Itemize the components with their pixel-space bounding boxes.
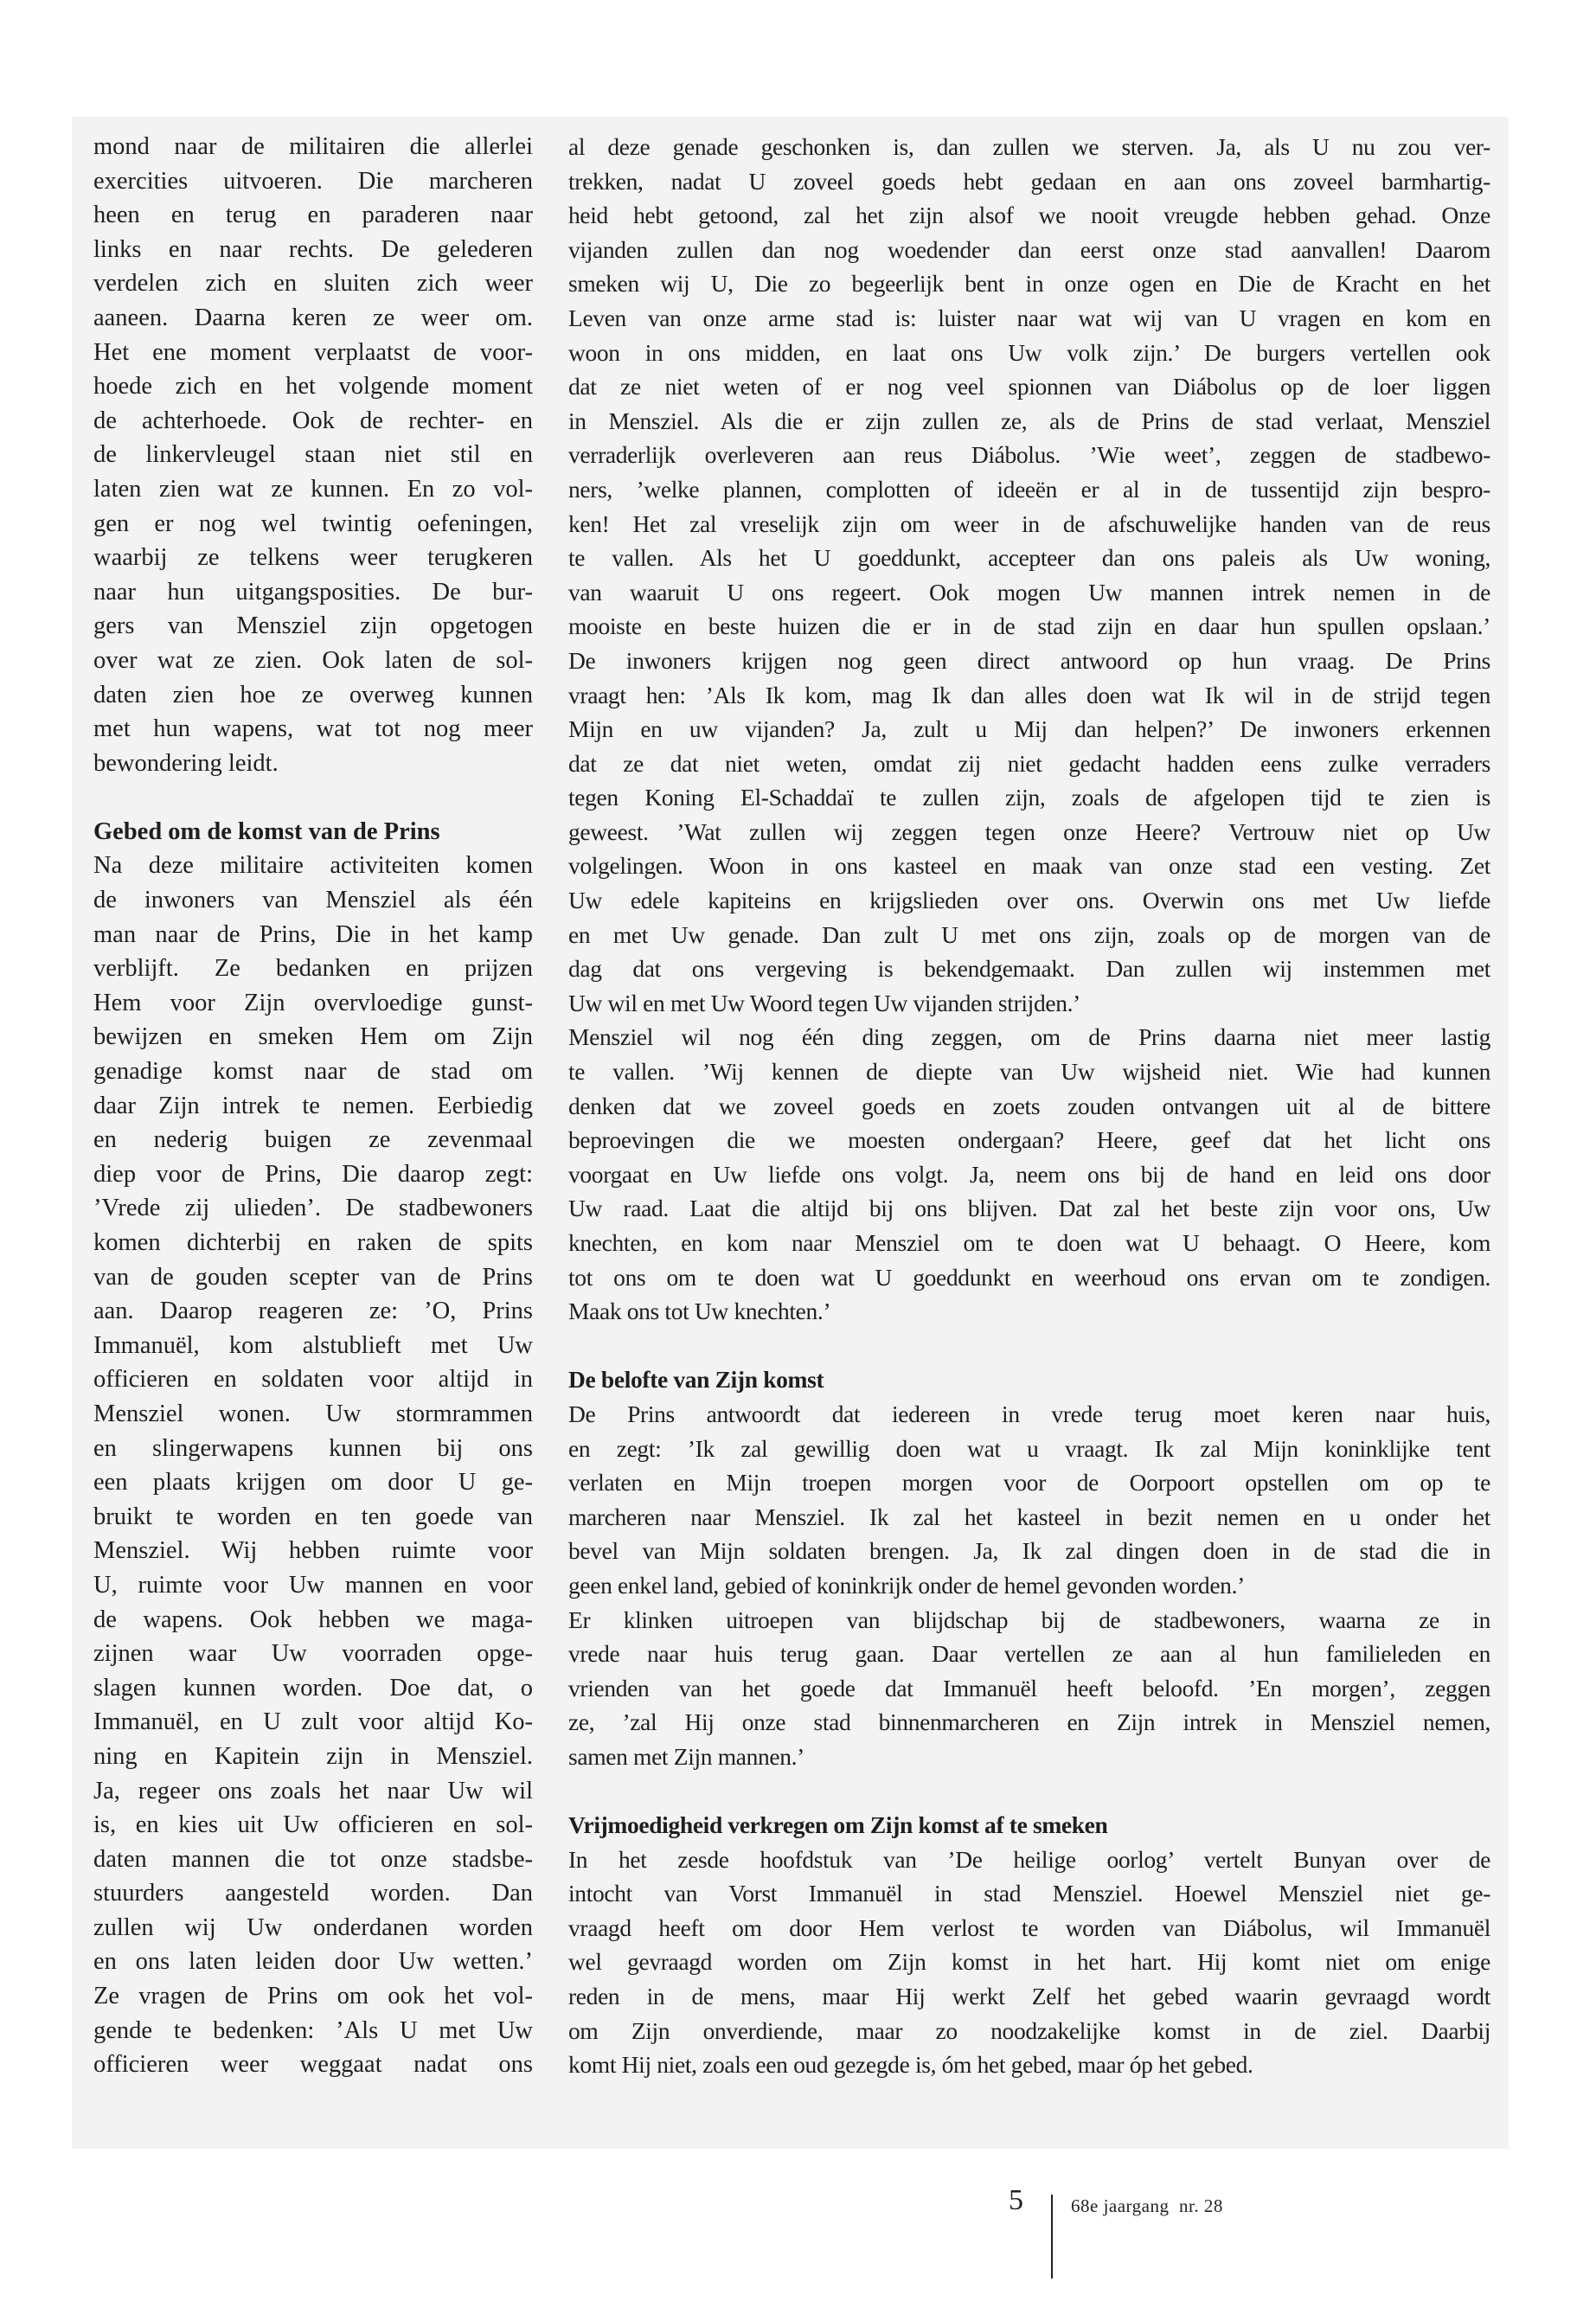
text-line: vraagd heeft om door Hem verlost te worden van Diábolus, wil Immanuël [568,1913,1490,1941]
text-line: geen enkel land, gebied of koninkrijk onder de hemel gevonden worden.’ [568,1571,1245,1599]
text-line: links en naar rechts. De gelederen [93,235,533,263]
text-line: gende te bedenken: ’Als U met Uw [93,2016,533,2044]
text-line: komt Hij niet, zoals een oud gezegde is, óm het gebed, maar óp het gebed. [568,2051,1253,2079]
page-number: 5 [1009,2184,1023,2216]
section-heading: Gebed om de komst van de Prins [93,817,440,845]
paragraph [93,849,533,2081]
text-line: voorgaat en Uw liefde ons volgt. Ja, neem ons bij de hand en leid ons door [568,1160,1490,1188]
text-line: smeken wij U, Die zo begeerlijk bent in onze ogen en Die de Kracht en het [568,270,1490,298]
text-line: bevel van Mijn soldaten brengen. Ja, Ik zal dingen doen in de stad die in [568,1537,1490,1565]
paragraph [568,1843,1490,2082]
text-line: om Zijn onverdiende, maar zo noodzakelijke komst in de ziel. Daarbij [568,2016,1490,2044]
text-line: en ons laten leiden door Uw wetten.’ [93,1948,533,1976]
issue-label: 68e jaargang nr. 28 [1071,2195,1223,2216]
text-line: trekken, nadat U zoveel goeds hebt gedaan en aan ons zoveel barmhartig- [568,167,1490,195]
text-line: Mijn en uw vijanden? Ja, zult u Mij dan helpen?’ De inwoners erkennen [568,715,1490,743]
text-line: dat ze niet weten of er nog veel spionnen van Diábolus op de loer liggen [568,373,1490,401]
text-line: tegen Koning El-Schaddaï te zullen zijn, zoals de afgelopen tijd te zien is [568,784,1490,811]
section-heading: Vrijmoedigheid verkregen om Zijn komst af te smeken [568,1811,1108,1839]
text-line: met hun wapens, wat tot nog meer [93,715,533,743]
text-line: ze, ’zal Hij onze stad binnenmarcheren en Zijn intrek in Mensziel nemen, [568,1708,1490,1736]
text-line: bewijzen en smeken Hem om Zijn [93,1023,533,1051]
text-line: daten mannen die tot onze stadsbe- [93,1845,533,1873]
text-line: intocht van Vorst Immanuël in stad Mensziel. Hoewel Mensziel niet ge- [568,1880,1490,1907]
text-line: aan. Daarop reageren ze: ’O, Prins [93,1298,533,1325]
text-line: exercities uitvoeren. Die marcheren [93,167,533,195]
text-line: verdelen zich en sluiten zich weer [93,270,533,298]
text-line: Immanuël, en U zult voor altijd Ko- [93,1708,533,1736]
paragraph-spacer [568,1329,1490,1363]
text-line: gers van Mensziel zijn opgetogen [93,612,533,640]
text-line: te vallen. Als het U goeddunkt, accepteer dan ons paleis als Uw woning, [568,544,1490,572]
text-line: samen met Zijn mannen.’ [568,1742,804,1770]
paragraph [568,1397,1490,1603]
text-line: knechten, en kom naar Mensziel om te doen wat U behaagt. O Heere, kom [568,1229,1490,1256]
text-line: officieren weer weggaat nadat ons [93,2051,533,2079]
text-line: genadige komst naar de stad om [93,1058,533,1086]
text-line: De inwoners krijgen nog geen direct antwoord op hun vraag. De Prins [568,646,1490,674]
paragraph-spacer [568,1774,1490,1809]
text-line: en slingerwapens kunnen bij ons [93,1434,533,1462]
text-line: Leven van onze arme stad is: luister naar wat wij van U vragen en kom en [568,304,1490,331]
text-line: volgelingen. Woon in ons kasteel en maak van onze stad een vesting. Zet [568,852,1490,880]
text-line: In het zesde hoofdstuk van ’De heilige oorlog’ vertelt Bunyan over de [568,1845,1490,1873]
text-line: over wat ze zien. Ook laten de sol- [93,646,533,674]
paragraph [568,1020,1490,1328]
text-line: slagen kunnen worden. Doe dat, o [93,1674,533,1702]
text-line: komen dichterbij en raken de spits [93,1229,533,1256]
text-line: mooiste en beste huizen die er in de stad zijn en daar hun spullen opslaan.’ [568,612,1490,640]
text-line: al deze genade geschonken is, dan zullen we sterven. Ja, als U nu zou ver- [568,133,1490,160]
section-heading: De belofte van Zijn komst [568,1366,824,1394]
text-line: Hem voor Zijn overvloedige gunst- [93,989,533,1016]
text-line: de achterhoede. Ook de rechter- en [93,407,533,434]
text-line: de inwoners van Mensziel als één [93,887,533,914]
text-line: heen en terug en paraderen naar [93,202,533,229]
text-line: en met Uw genade. Dan zult U met ons zijn, zoals op de morgen van de [568,920,1490,948]
text-line: Mensziel wonen. Uw stormrammen [93,1400,533,1427]
left-column [93,130,533,2082]
text-line: Er klinken uitroepen van blijdschap bij de stadbewoners, waarna ze in [568,1606,1490,1633]
text-line: wel gevraagd worden om Zijn komst in het hart. Hij komt niet om enige [568,1948,1490,1976]
text-line: bewondering leidt. [93,749,279,777]
text-line: Immanuël, kom alstublieft met Uw [93,1331,533,1359]
text-line: Maak ons tot Uw knechten.’ [568,1298,831,1325]
text-line: officieren en soldaten voor altijd in [93,1366,533,1394]
text-line: de wapens. Ook hebben we maga- [93,1606,533,1633]
text-line: vijanden zullen dan nog woedender dan eerst onze stad aanvallen! Daarom [568,235,1490,263]
text-line: Uw wil en met Uw Woord tegen Uw vijanden strijden.’ [568,989,1080,1016]
text-line: Na deze militaire activiteiten komen [93,852,533,880]
paragraph [568,130,1490,1020]
text-line: heid hebt getoond, zal het zijn alsof we nooit vreugde hebben gehad. Onze [568,202,1490,229]
text-line: verraderlijk overleveren aan reus Diábolus. ’Wie weet’, zeggen de stadbewo- [568,441,1490,469]
text-line: woon in ons midden, en laat ons Uw volk zijn.’ De burgers vertellen ook [568,338,1490,366]
text-line: Uw raad. Laat die altijd bij ons blijven. Dat zal het beste zijn voor ons, Uw [568,1195,1490,1222]
text-line: waarbij ze telkens weer terugkeren [93,544,533,572]
text-line: U, ruimte voor Uw mannen en voor [93,1571,533,1599]
text-line: daten zien hoe ze overweg kunnen [93,681,533,708]
text-line: tot ons om te doen wat U goeddunkt en weerhoud ons ervan om te zondigen. [568,1263,1490,1291]
text-line: en zegt: ’Ik zal gewillig doen wat u vraagt. Ik zal Mijn koninklijke tent [568,1434,1490,1462]
text-line: ning en Kapitein zijn in Mensziel. [93,1742,533,1770]
text-line: stuurders aangesteld worden. Dan [93,1880,533,1907]
text-line: een plaats krijgen om door U ge- [93,1469,533,1497]
text-line: ners, ’welke plannen, complotten of ideeën er al in de tussentijd zijn bespro- [568,475,1490,503]
text-line: verblijft. Ze bedanken en prijzen [93,955,533,983]
text-line: daar Zijn intrek te nemen. Eerbiedig [93,1092,533,1119]
text-line: aaneen. Daarna keren ze weer om. [93,304,533,331]
text-line: ken! Het zal vreselijk zijn om weer in de afschuwelijke handen van de reus [568,510,1490,537]
text-line: Het ene moment verplaatst de voor- [93,338,533,366]
text-line: en nederig buigen ze zevenmaal [93,1126,533,1154]
text-line: Mensziel. Wij hebben ruimte voor [93,1537,533,1565]
text-line: vrienden van het goede dat Immanuël heeft beloofd. ’En morgen’, zeggen [568,1674,1490,1702]
text-line: van waaruit U ons regeert. Ook mogen Uw mannen intrek nemen in de [568,578,1490,606]
text-line: mond naar de militairen die allerlei [93,133,533,160]
text-line: diep voor de Prins, Die daarop zegt: [93,1160,533,1188]
text-line: Ze vragen de Prins om ook het vol- [93,1983,533,2010]
text-line: ’Vrede zij ulieden’. De stadbewoners [93,1195,533,1222]
text-line: is, en kies uit Uw officieren en sol- [93,1811,533,1839]
text-line: denken dat we zoveel goeds en zoets zouden ontvangen uit al de bittere [568,1092,1490,1119]
paragraph [93,130,533,780]
text-line: in Mensziel. Als die er zijn zullen ze, als de Prins de stad verlaat, Mensziel [568,407,1490,434]
text-line: te vallen. ’Wij kennen de diepte van Uw wijsheid niet. Wie had kunnen [568,1058,1490,1086]
text-line: hoede zich en het volgende moment [93,373,533,401]
text-line: man naar de Prins, Die in het kamp [93,920,533,948]
text-line: naar hun uitgangsposities. De bur- [93,578,533,606]
text-line: van de gouden scepter van de Prins [93,1263,533,1291]
right-column [568,130,1490,2082]
text-line: geweest. ’Wat zullen wij zeggen tegen onze Heere? Vertrouw niet op Uw [568,817,1490,845]
text-line: reden in de mens, maar Hij werkt Zelf het gebed waarin gevraagd wordt [568,1983,1490,2010]
text-line: dag dat ons vergeving is bekendgemaakt. Dan zullen wij instemmen met [568,955,1490,983]
text-line: de linkervleugel staan niet stil en [93,441,533,469]
paragraph [568,1603,1490,1774]
text-line: beproevingen die we moesten ondergaan? Heere, geef dat het licht ons [568,1126,1490,1154]
paragraph-spacer [93,780,533,815]
text-line: dat ze dat niet weten, omdat zij niet gedacht hadden eens zulke verraders [568,749,1490,777]
text-line: zijnen waar Uw voorraden opge- [93,1640,533,1668]
text-line: Mensziel wil nog één ding zeggen, om de Prins daarna niet meer lastig [568,1023,1490,1051]
text-line: Uw edele kapiteins en krijgslieden over ons. Overwin ons met Uw liefde [568,887,1490,914]
text-line: vraagt hen: ’Als Ik kom, mag Ik dan alles doen wat Ik wil in de strijd tegen [568,681,1490,708]
text-line: bruikt te worden en ten goede van [93,1503,533,1530]
text-line: laten zien wat ze kunnen. En zo vol- [93,475,533,503]
text-line: verlaten en Mijn troepen morgen voor de Oorpoort opstellen om op te [568,1469,1490,1497]
text-line: De Prins antwoordt dat iedereen in vrede terug moet keren naar huis, [568,1400,1490,1427]
text-line: marcheren naar Mensziel. Ik zal het kasteel in bezit nemen en u onder het [568,1503,1490,1530]
text-line: vrede naar huis terug gaan. Daar vertellen ze aan al hun familieleden en [568,1640,1490,1668]
text-line: Ja, regeer ons zoals het naar Uw wil [93,1777,533,1804]
text-line: gen er nog wel twintig oefeningen, [93,510,533,537]
text-line: zullen wij Uw onderdanen worden [93,1913,533,1941]
footer-divider [1051,2195,1053,2279]
